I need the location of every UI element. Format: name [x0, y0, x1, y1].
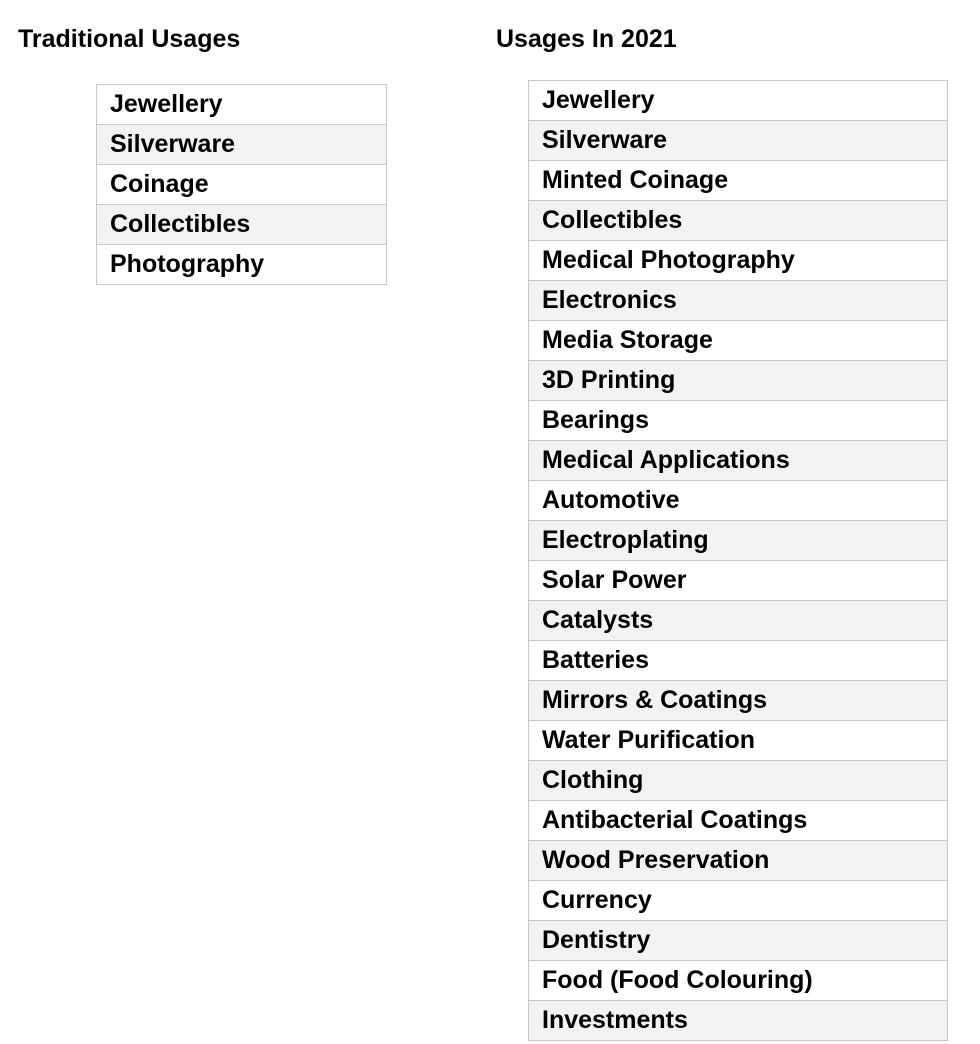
- usage-cell: Food (Food Colouring): [529, 961, 948, 1001]
- usage-cell: Automotive: [529, 481, 948, 521]
- table-row: [529, 961, 948, 1001]
- usage-cell: Jewellery: [529, 81, 948, 121]
- usage-cell: Silverware: [529, 121, 948, 161]
- usage-cell: Water Purification: [529, 721, 948, 761]
- table-row: [529, 881, 948, 921]
- table-row: [529, 681, 948, 721]
- table-row: [529, 481, 948, 521]
- table-row: [529, 521, 948, 561]
- usage-cell: Antibacterial Coatings: [529, 801, 948, 841]
- table-row: [529, 601, 948, 641]
- traditional-usages-table: [96, 84, 387, 285]
- traditional-usages-heading: Traditional Usages: [18, 25, 241, 53]
- table-row: [97, 85, 387, 125]
- table-row: [529, 241, 948, 281]
- usages-2021-heading: Usages In 2021: [496, 25, 677, 53]
- table-row: [529, 321, 948, 361]
- usage-cell: Clothing: [529, 761, 948, 801]
- usage-cell: Coinage: [97, 165, 387, 205]
- usage-cell: Electronics: [529, 281, 948, 321]
- table-row: [529, 721, 948, 761]
- usage-cell: Collectibles: [97, 205, 387, 245]
- table-row: [529, 161, 948, 201]
- usage-cell: Silverware: [97, 125, 387, 165]
- table-row: [529, 441, 948, 481]
- table-row: [529, 281, 948, 321]
- table-row: [529, 401, 948, 441]
- table-row: [529, 361, 948, 401]
- usage-cell: Batteries: [529, 641, 948, 681]
- usage-cell: Bearings: [529, 401, 948, 441]
- usage-cell: Solar Power: [529, 561, 948, 601]
- usage-cell: Minted Coinage: [529, 161, 948, 201]
- table-row: [529, 761, 948, 801]
- table-row: [529, 561, 948, 601]
- table-row: [97, 245, 387, 285]
- table-row: [97, 165, 387, 205]
- usage-cell: Collectibles: [529, 201, 948, 241]
- table-row: [529, 81, 948, 121]
- usage-cell: Dentistry: [529, 921, 948, 961]
- usages-2021-table: [528, 80, 948, 1041]
- usage-cell: Investments: [529, 1001, 948, 1041]
- usage-cell: Photography: [97, 245, 387, 285]
- usage-cell: Electroplating: [529, 521, 948, 561]
- table-row: [529, 641, 948, 681]
- usage-cell: Catalysts: [529, 601, 948, 641]
- table-row: [529, 121, 948, 161]
- table-row: [529, 201, 948, 241]
- table-row: [529, 801, 948, 841]
- usage-cell: 3D Printing: [529, 361, 948, 401]
- table-row: [529, 841, 948, 881]
- usage-cell: Medical Photography: [529, 241, 948, 281]
- table-row: [529, 921, 948, 961]
- table-row: [97, 205, 387, 245]
- usage-cell: Medical Applications: [529, 441, 948, 481]
- table-row: [97, 125, 387, 165]
- usage-cell: Jewellery: [97, 85, 387, 125]
- usage-cell: Mirrors & Coatings: [529, 681, 948, 721]
- usage-cell: Currency: [529, 881, 948, 921]
- usage-cell: Wood Preservation: [529, 841, 948, 881]
- table-row: [529, 1001, 948, 1041]
- usage-cell: Media Storage: [529, 321, 948, 361]
